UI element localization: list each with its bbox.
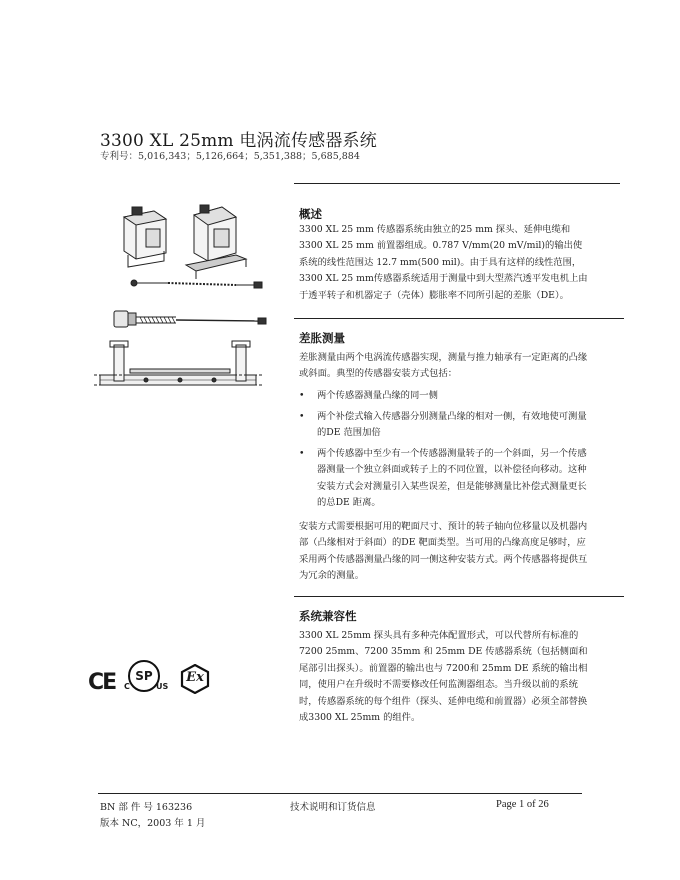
de-outro: 安装方式需要根据可用的靶面尺寸、预计的转子轴向位移量以及机器内部（凸缘相对于斜面）的DE 靶面类型。当可用的凸缘高度足够时，应采用两个传感器测量凸缘的同一侧这种安装方式。两个传感器将提供互为冗余的测量。: [299, 521, 588, 582]
patent-numbers: 专利号：5,016,343；5,126,664；5,351,388；5,685,884: [100, 151, 360, 162]
compat-heading: 系统兼容性: [299, 609, 357, 623]
csa-us-label: US: [156, 682, 169, 691]
proximitor-right-image: [186, 205, 246, 279]
bullet-text: 两个传感器中至少有一个传感器测量转子的一个斜面，另一个传感器测量一个独立斜面或转子上的不同位置，以补偿径向移动。这种安装方式会对测量引入某些误差，但是能够测量比补偿式测量更长的总DE 距离。: [317, 448, 587, 509]
bullet-text: 两个补偿式输入传感器分别测量凸缘的相对一侧，有效地使可测量的DE 范围加倍: [317, 411, 587, 439]
de-bullet-3: [299, 446, 589, 512]
de-intro: 差胀测量由两个电涡流传感器实现，测量与推力轴承有一定距离的凸缘或斜面。典型的传感器安装方式包括：: [299, 352, 588, 380]
de-bullet-2: [299, 409, 589, 442]
proximitor-left-image: [124, 207, 166, 267]
footer-part-number: BN 部 件 号 163236: [100, 802, 193, 813]
csa-logo-text: SP: [128, 660, 160, 692]
extension-cable-image: [131, 280, 262, 288]
footer-page-number: Page 1 of 26: [496, 799, 549, 810]
probe-image: [114, 311, 266, 327]
footer-doc-title: 技术说明和订货信息: [290, 802, 376, 813]
bullet-dot: •: [299, 390, 305, 401]
header-rule: [294, 183, 620, 184]
csa-mark-icon: [124, 660, 168, 696]
mounting-bracket-image: [94, 341, 262, 385]
section-rule-1: [294, 318, 624, 319]
ex-mark-text: Ex: [186, 670, 204, 685]
compat-text: 3300 XL 25mm 探头具有多种壳体配置形式，可以代替所有标准的 7200 25mm、7200 35mm 和 25mm DE 传感器系统（包括侧面和尾部引出探头）。前置器的输出也与 7200和 25mm DE 系统的输出相同，使用户在升级时不需要修改任何监测器组态。当升级以前的系统时，传感器系统的每个组件（探头、延伸电缆和前置器）必须全部替换成3300 XL 25mm 的组件。: [299, 630, 588, 724]
bullet-dot: •: [299, 411, 305, 422]
bullet-text: 两个传感器测量凸缘的同一侧: [317, 390, 438, 401]
csa-c-label: C: [124, 682, 130, 691]
overview-heading: 概述: [299, 207, 322, 221]
section-rule-2: [294, 596, 624, 597]
ce-mark-icon: CE: [88, 670, 116, 695]
product-illustration: [86, 195, 272, 395]
de-heading: 差胀测量: [299, 331, 345, 345]
de-bullet-1: [299, 388, 589, 404]
ex-mark-icon: [180, 664, 210, 694]
footer-rule: [98, 793, 582, 794]
overview-text: 3300 XL 25 mm 传感器系统由独立的25 mm 探头、延伸电缆和 3300 XL 25 mm 前置器组成。0.787 V/mm(20 mV/mil)的输出使系统的线性范围达 12.7 mm(500 mil)。由于具有这样的线性范围，3300 XL 25 mm传感器系统适用于测量中到大型蒸汽透平发电机上由于透平转子和机器定子（壳体）膨胀率不同所引起的差胀（DE）。: [299, 224, 588, 301]
footer-revision: 版本 NC，2003 年 1 月: [100, 818, 206, 829]
document-title: 3300 XL 25mm 电涡流传感器系统: [100, 131, 377, 151]
bullet-dot: •: [299, 448, 305, 459]
